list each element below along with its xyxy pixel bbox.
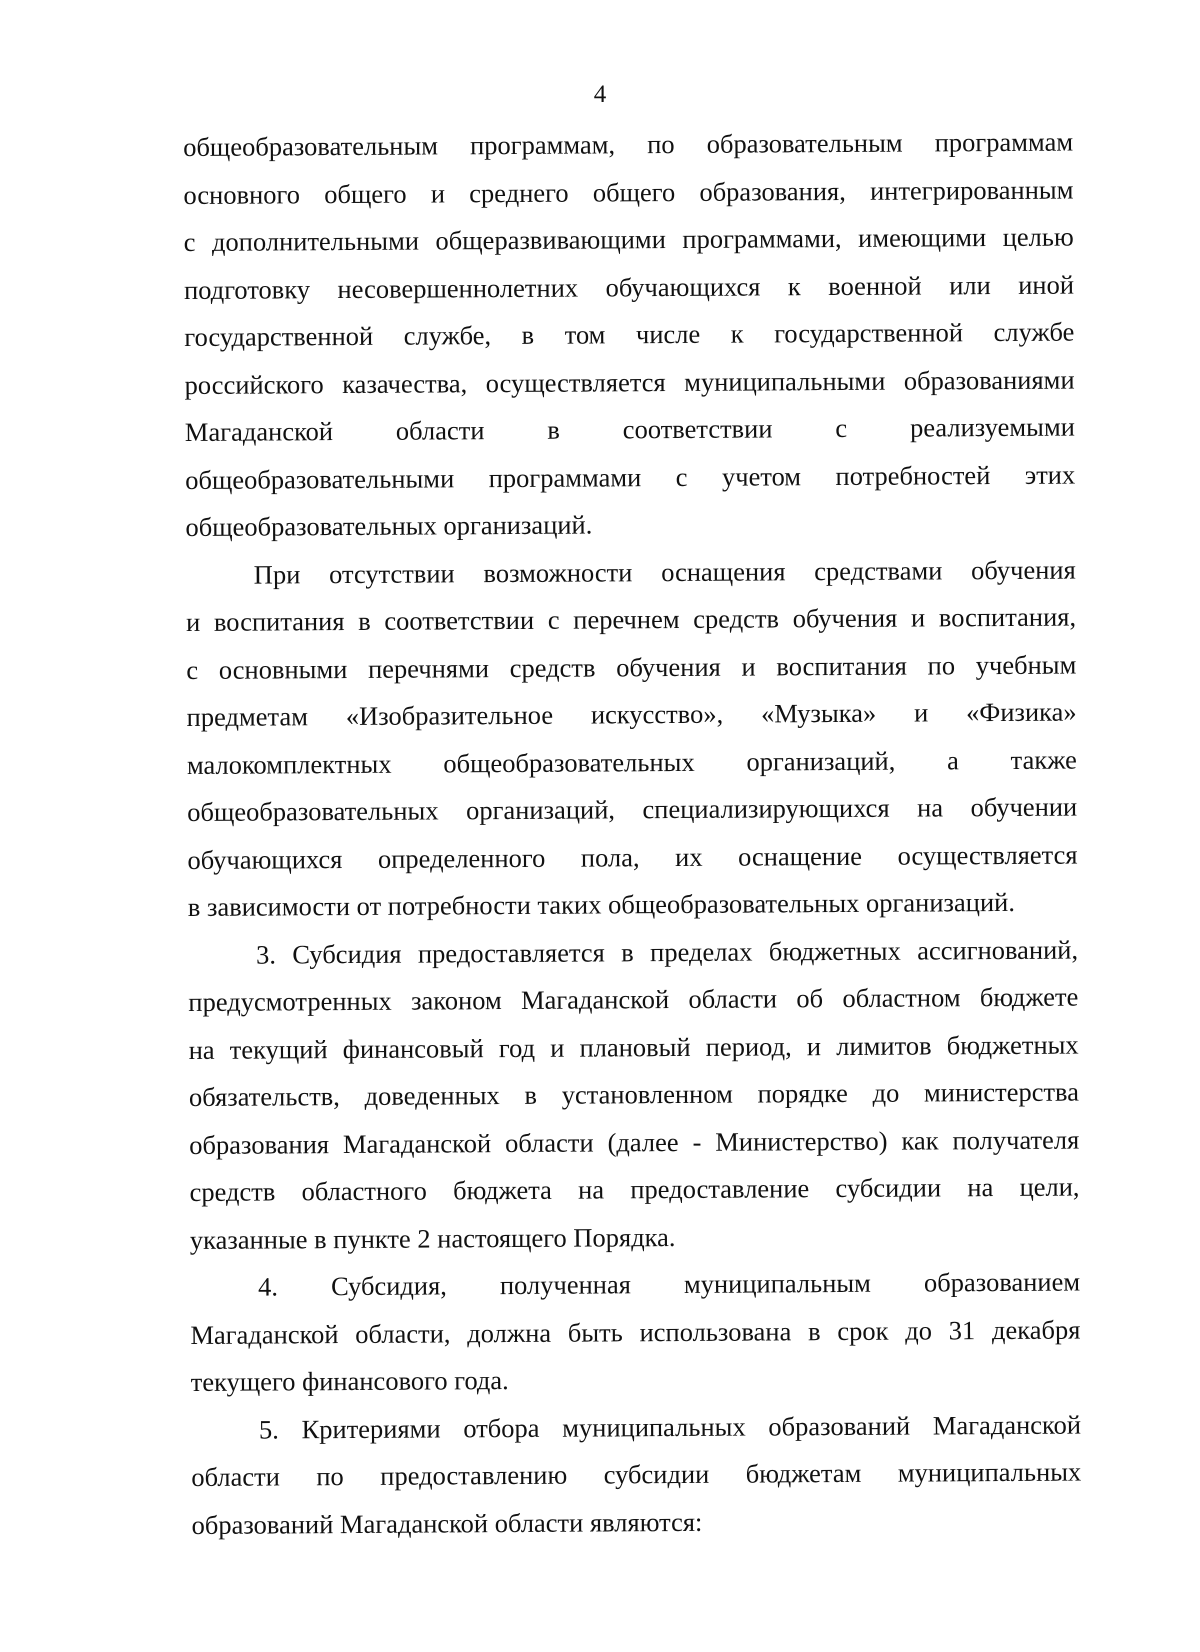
paragraph: [191, 1401, 1082, 1549]
text-line: средств областного бюджета на предоставление субсидии на цели,: [189, 1171, 1080, 1207]
text-line: 3. Субсидия предоставляется в пределах бюджетных ассигнований,: [255, 934, 1079, 970]
text-line: государственной службе, в том числе к государственной службе: [184, 316, 1075, 352]
text-line: Магаданской области в соответствии с реализуемыми: [184, 411, 1075, 447]
text-line: текущего финансового года.: [190, 1365, 509, 1397]
text-line: подготовку несовершеннолетних обучающихся к военной или иной: [183, 269, 1075, 305]
paragraph: [183, 119, 1076, 552]
text-line: 5. Критериями отбора муниципальных образований Магаданской: [258, 1409, 1082, 1445]
text-line: обучающихся определенного пола, их оснащение осуществляется: [187, 839, 1078, 875]
text-line: основного общего и среднего общего образования, интегрированным: [183, 174, 1074, 210]
text-line: с основными перечнями средств обучения и воспитания по учебным: [186, 649, 1077, 685]
text-line: области по предоставлению субсидии бюджетам муниципальных: [191, 1456, 1082, 1492]
text-line: общеобразовательными программами с учетом потребностей этих: [185, 459, 1076, 495]
text-line: предметам «Изобразительное искусство», «Музыка» и «Физика»: [186, 696, 1077, 732]
text-line: обязательств, доведенных в установленном порядке до министерства: [188, 1076, 1080, 1112]
text-line: в зависимости от потребности таких общеобразовательных организаций.: [187, 886, 1015, 922]
text-line: российского казачества, осуществляется муниципальными образованиями: [184, 364, 1075, 400]
document-body: [183, 119, 1082, 1549]
text-line: указанные в пункте 2 настоящего Порядка.: [189, 1221, 676, 1255]
text-line: 4. Субсидия, полученная муниципальным образованием: [258, 1266, 1081, 1302]
text-line: на текущий финансовый год и плановый период, и лимитов бюджетных: [188, 1029, 1079, 1065]
text-line: При отсутствии возможности оснащения средствами обучения: [253, 554, 1076, 590]
text-line: и воспитания в соответствии с перечнем средств обучения и воспитания,: [185, 601, 1077, 637]
page-number: 4: [593, 81, 607, 108]
text-line: с дополнительными общеразвивающими программами, имеющими целью: [183, 221, 1074, 257]
text-line: предусмотренных законом Магаданской области об областном бюджете: [188, 981, 1079, 1017]
text-line: общеобразовательных организаций.: [185, 509, 593, 542]
text-line: образования Магаданской области (далее - Министерство) как получателя: [189, 1124, 1080, 1160]
text-line: образований Магаданской области являются:: [191, 1506, 703, 1540]
paragraph: [188, 926, 1080, 1264]
paragraph: [186, 546, 1078, 931]
text-line: Магаданской области, должна быть использована в срок до 31 декабря: [190, 1314, 1081, 1350]
text-line: малокомплектных общеобразовательных организаций, а также: [186, 744, 1077, 780]
paragraph: [190, 1259, 1081, 1407]
text-line: общеобразовательным программам, по образовательным программам: [183, 126, 1074, 162]
text-line: общеобразовательных организаций, специализирующихся на обучении: [187, 791, 1078, 827]
